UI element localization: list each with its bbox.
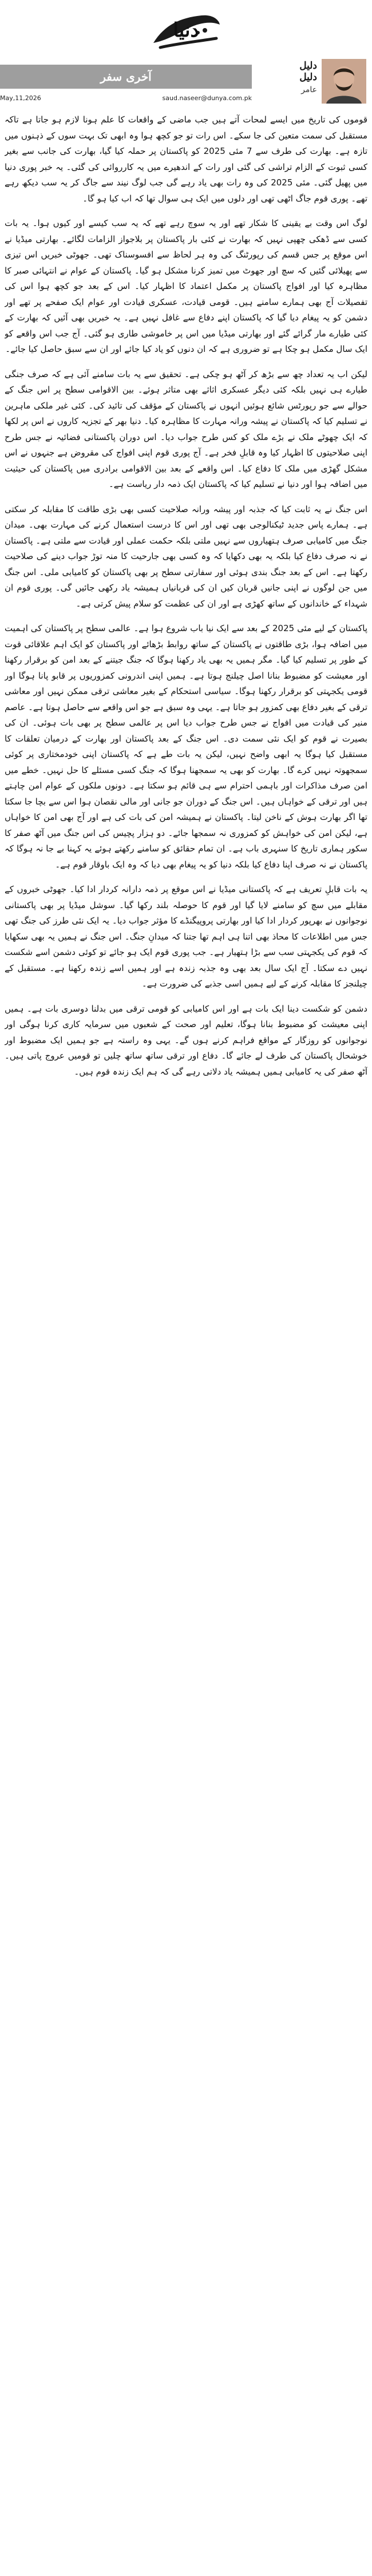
column-name-line1: دلیل <box>299 60 317 72</box>
article-paragraph: پاکستان کے لیے مئی 2025 کے بعد سے ایک نیا باب شروع ہوا ہے۔ عالمی سطح پر پاکستان کی اہمیت میں اضافہ ہوا، بڑی طاقتوں نے پاکستان کے ساتھ روابط بڑھائے اور پاکستان کو ایک اہم علاقائی قوت کے طور پر تسلیم کیا گیا۔ مگر ہمیں یہ بھی یاد رکھنا ہوگا کہ جنگ جیتنے کے بعد امن کو برقرار رکھنا اور معیشت کو مضبوط بنانا اصل چیلنج ہوتا ہے۔ ہمیں اپنی اندرونی کمزوریوں پر قابو پانا ہوگا اور قومی یکجہتی کو برقرار رکھنا ہوگا۔ سیاسی استحکام کے بغیر معاشی ترقی ممکن نہیں اور معاشی ترقی کے بغیر دفاع بھی کمزور ہو جاتا ہے۔ یہی وہ سبق ہے جو اس واقعے سے حاصل ہوتا ہے۔ عاصم منیر کی قیادت میں افواج نے جس طرح جواب دیا اس پر عالمی سطح پر بھی بات ہوئی۔ ان کی بصیرت نے قوم کو ایک نئی سمت دی۔ اس جنگ کے بعد پاکستان اور بھارت کے درمیان تعلقات کا مستقبل کیا ہوگا یہ ابھی واضح نہیں، لیکن یہ بات طے ہے کہ پاکستان اپنی خودمختاری پر کوئی سمجھوتہ نہیں کرے گا۔ بھارت کو بھی یہ سمجھنا ہوگا کہ جنگ کسی مسئلے کا حل نہیں۔ خطے میں امن صرف مذاکرات اور باہمی احترام سے ہی قائم ہو سکتا ہے۔ دونوں ملکوں کے عوام امن چاہتے ہیں اور ترقی کے خواہاں ہیں۔ اس جنگ کے دوران جو جانی اور مالی نقصان ہوا اس سے بچا جا سکتا تھا اگر بھارت ہوش کے ناخن لیتا۔ پاکستان نے ہمیشہ امن کی بات کی ہے اور آج بھی امن کا خواہاں ہے، لیکن امن کی خواہش کو کمزوری نہ سمجھا جائے۔ دو ہزار پچیس کی اس جنگ میں آٹھ صفر کا سکور ہماری تاریخ کا سنہری باب ہے۔ ان تمام حقائق کو سامنے رکھتے ہوئے یہ کہنا بے جا نہ ہوگا کہ پاکستان نے نہ صرف اپنا دفاع کیا بلکہ دنیا کو یہ پیغام بھی دیا کہ وہ ایک باوقار قوم ہے۔ <box>5 623 367 870</box>
article-body <box>5 112 367 2567</box>
byline-band <box>0 59 372 104</box>
date-email-row <box>0 92 252 104</box>
column-name-line2: دلیل <box>299 72 317 83</box>
article-paragraph: قوموں کی تاریخ میں ایسے لمحات آتے ہیں جب ماضی کے واقعات کا علم ہونا لازم ہو جاتا ہے تاکہ مستقبل کی سمت متعین کی جا سکے۔ اس رات تو جو کچھ ہوا وہ ابھی تک بہت سوں کے ذہنوں میں تازہ ہے۔ بھارت کی طرف سے 7 مئی 2025 کو پاکستان پر حملہ کیا گیا، بھارت کی جانب سے بغیر کسی ثبوت کے الزام تراشی کی گئی اور رات کے اندھیرے میں یہ کارروائی کی گئی۔ یہ خبر پوری دنیا میں پھیل گئی۔ مئی 2025 کی وہ رات بھی یاد رہے گی جب لوگ نیند سے جاگ کر یہ سب دیکھ رہے تھے۔ پوری قوم جاگ اٹھی تھی اور دلوں میں ایک ہی سوال تھا کہ اب کیا ہو گا۔ <box>5 114 367 204</box>
article-paragraph: لوگ اس وقت بے یقینی کا شکار تھے اور یہ سوچ رہے تھے کہ یہ سب کیسے اور کیوں ہوا۔ یہ بات کسی سے ڈھکی چھپی نہیں کہ بھارت نے کئی بار پاکستان پر بلاجواز الزامات لگائے۔ بھارتی میڈیا نے اس موقع پر جس قسم کی رپورٹنگ کی وہ ہر لحاظ سے افسوسناک تھی۔ جھوٹی خبریں اس تیزی سے پھیلائی گئیں کہ سچ اور جھوٹ میں تمیز کرنا مشکل ہو گیا۔ پاکستان کے عوام نے انتہائی صبر کا مظاہرہ کیا اور افواج پاکستان پر مکمل اعتماد کا اظہار کیا۔ اس کے بعد جو کچھ ہوا اس کی تفصیلات آج بھی ہمارے سامنے ہیں۔ قومی قیادت، عسکری قیادت اور عوام ایک صفحے پر تھے اور دشمن کو یہ پیغام دیا گیا کہ پاکستان اپنے دفاع سے غافل نہیں ہے۔ یہ خبریں بھی آئیں کہ بھارت کے کئی طیارے مار گرائے گئے اور بھارتی میڈیا میں اس پر خاموشی طاری ہو گئی۔ آج جب اس واقعے کو ایک سال مکمل ہو چکا ہے تو ضروری ہے کہ ان دنوں کو یاد کیا جائے اور ان سے سبق حاصل کیا جائے۔ <box>5 218 367 354</box>
author-signature: عامر <box>301 85 317 94</box>
column-title: آخری سفر <box>100 70 152 84</box>
article-paragraph: دشمن کو شکست دینا ایک بات ہے اور اس کامیابی کو قومی ترقی میں بدلنا دوسری بات ہے۔ ہمیں اپنی معیشت کو مضبوط بنانا ہوگا، تعلیم اور صحت کے شعبوں میں سرمایہ کاری کرنا ہوگی اور نوجوانوں کو روزگار کے مواقع فراہم کرنے ہوں گے۔ یہی وہ راستہ ہے جو ہمیں ایک مضبوط اور خوشحال پاکستان کی طرف لے جائے گا۔ دفاع اور ترقی ساتھ ساتھ چلیں تو قومیں عروج پاتی ہیں۔ آٹھ صفر کی یہ کامیابی ہمیں ہمیشہ یاد دلاتی رہے گی کہ ہم ایک زندہ قوم ہیں۔ <box>5 1003 367 1077</box>
publish-date: May,11,2026 <box>0 94 41 102</box>
column-title-strip <box>0 65 252 89</box>
logo-mark <box>149 7 223 53</box>
column-name <box>260 60 317 83</box>
author-avatar-icon <box>322 59 366 104</box>
author-email[interactable]: saud.naseer@dunya.com.pk <box>162 94 252 102</box>
article-paragraph: یہ بات قابلِ تعریف ہے کہ پاکستانی میڈیا نے اس موقع پر ذمہ دارانہ کردار ادا کیا۔ جھوٹی خبروں کے مقابلے میں سچ کو سامنے لایا گیا اور قوم کا حوصلہ بلند رکھا گیا۔ سوشل میڈیا پر بھی پاکستانی نوجوانوں نے بھرپور کردار ادا کیا اور بھارتی پروپیگنڈے کا مؤثر جواب دیا۔ یہ ایک نئی طرز کی جنگ تھی جس میں اطلاعات کا محاذ بھی اتنا ہی اہم تھا جتنا کہ میدانِ جنگ۔ اس جنگ نے ہمیں یہ بھی سکھایا کہ قوم کی یکجہتی سب سے بڑا ہتھیار ہے۔ جب پوری قوم ایک ہو جائے تو کوئی دشمن اسے شکست نہیں دے سکتا۔ آج ایک سال بعد بھی وہ جذبہ زندہ ہے اور ہمیں اسے زندہ رکھنا ہے۔ مستقبل کے چیلنجز کا مقابلہ کرنے کے لیے ہمیں اسی جذبے کی ضرورت ہے۔ <box>5 884 367 989</box>
author-photo <box>322 59 366 104</box>
article-paragraph: اس جنگ نے یہ ثابت کیا کہ جذبہ اور پیشہ ورانہ صلاحیت کسی بھی بڑی طاقت کا مقابلہ کر سکتی ہے۔ ہمارے پاس جدید ٹیکنالوجی بھی تھی اور اس کا درست استعمال کرنے کی مہارت بھی۔ میدان جنگ میں کامیابی صرف ہتھیاروں سے نہیں ملتی بلکہ حکمت عملی اور قیادت سے ملتی ہے۔ پاکستان نے نہ صرف دفاع کیا بلکہ یہ بھی دکھایا کہ وہ کسی بھی جارحیت کا منہ توڑ جواب دینے کی صلاحیت رکھتا ہے۔ اس کے بعد جنگ بندی ہوئی اور سفارتی سطح پر بھی پاکستان کو کامیابی ملی۔ اس جنگ میں جن لوگوں نے اپنی جانیں قربان کیں ان کی قربانیاں ہمیشہ یاد رکھی جائیں گی۔ پوری قوم ان شہداء کے خاندانوں کے ساتھ کھڑی ہے اور ان کی عظمت کو سلام پیش کرتی ہے۔ <box>5 504 367 609</box>
newspaper-logo[interactable] <box>146 5 226 56</box>
masthead <box>0 0 372 106</box>
logo-text: دنیا <box>173 19 199 42</box>
article-paragraph: لیکن اب یہ تعداد چھ سے بڑھ کر آٹھ ہو چکی ہے۔ تحقیق سے یہ بات سامنے آئی ہے کہ صرف جنگی طیارے ہی نہیں بلکہ کئی دیگر عسکری اثاثے بھی متاثر ہوئے۔ بین الاقوامی سطح پر اس جنگ کے حوالے سے جو رپورٹس شائع ہوئیں انہوں نے پاکستان کے مؤقف کی تائید کی۔ کئی غیر ملکی ماہرین نے تسلیم کیا کہ پاکستان نے پیشہ ورانہ مہارت کا مظاہرہ کیا۔ دنیا بھر کے تجزیہ کاروں نے اس پر لکھا کہ ایک چھوٹے ملک نے بڑے ملک کو کس طرح جواب دیا۔ اس دوران پاکستانی فضائیہ نے جس طرح اپنی صلاحیتوں کا اظہار کیا وہ قابلِ فخر ہے۔ آج پوری قوم اپنی افواج کی مقروض ہے جنہوں نے اس مشکل گھڑی میں ملک کا دفاع کیا۔ اس واقعے کے بعد بین الاقوامی برادری میں پاکستان کی حیثیت میں اضافہ ہوا اور دنیا نے تسلیم کیا کہ پاکستان ایک ذمہ دار ریاست ہے۔ <box>5 368 367 489</box>
